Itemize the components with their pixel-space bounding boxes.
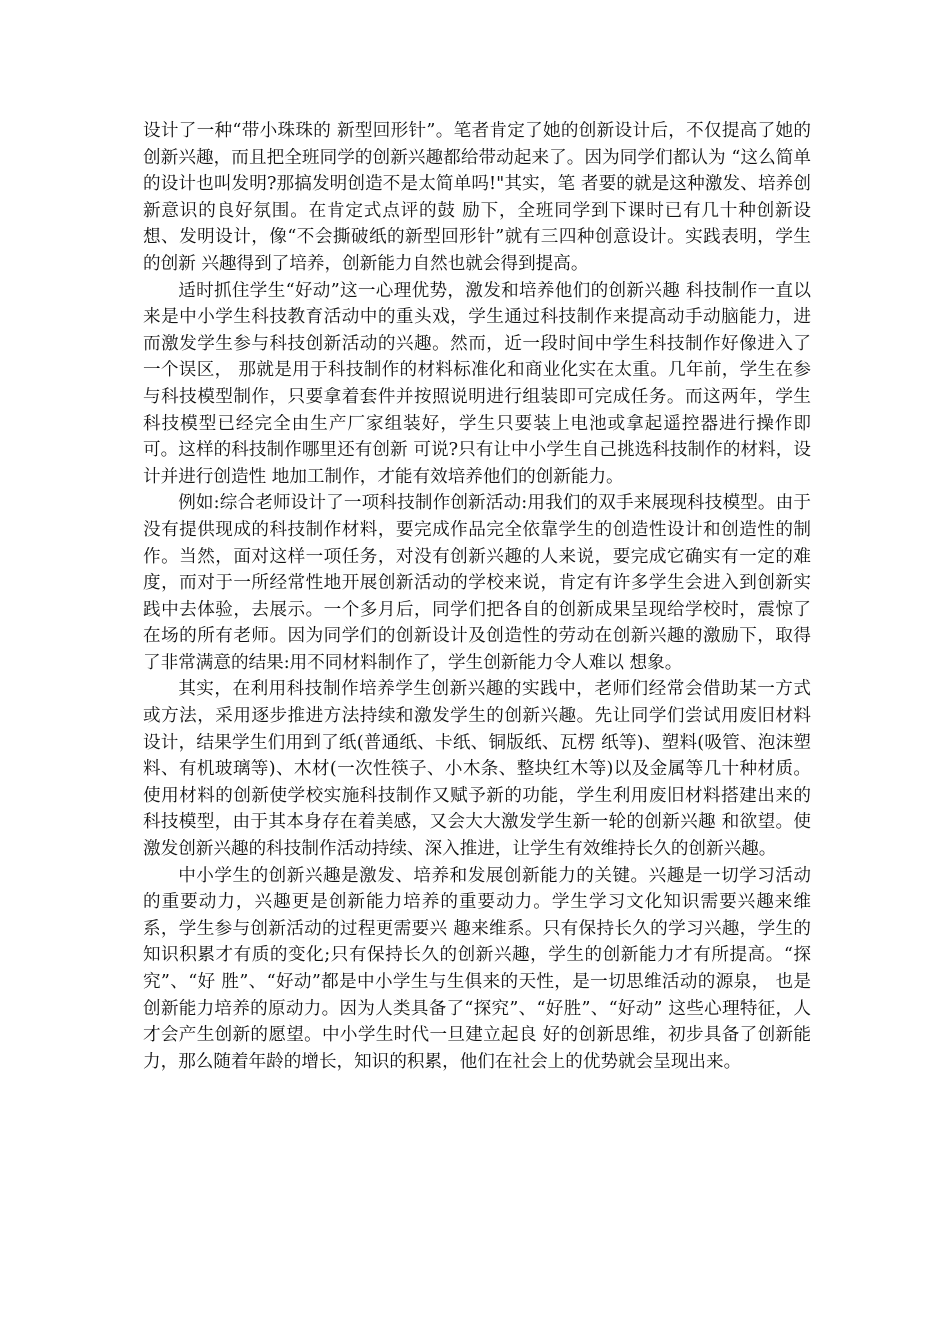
paragraph-haodong: 适时抓住学生“好动”这一心理优势，激发和培养他们的创新兴趣 科技制作一直以来是中小学生科技教育活动中的重头戏，学生通过科技制作来提高动手动脑能力，进而激发学生参与科技创新活动的兴趣。然而，近一段时间中学生科技制作好像进入了一个误区， 那就是用于科技制作的材料标准化和商业化实在太重。几年前，学生在参与科技模型制作，只要拿着套件并按照说明进行组装即可完成任务。而这两年，学生科技模型已经完全由生产厂家组装好，学生只要装上电池或拿起遥控器进行操作即可。这样的科技制作哪里还有创新 可说?只有让中小学生自己挑选科技制作的材料，设计并进行创造性 地加工制作，才能有效培养他们的创新能力。 (143, 280, 811, 487)
paragraph-conclusion: 中小学生的创新兴趣是激发、培养和发展创新能力的关键。兴趣是一切学习活动的重要动力，兴趣更是创新能力培养的重要动力。学生学习文化知识需要兴趣来维系，学生参与创新活动的过程更需要兴 趣来维系。只有保持长久的学习兴趣，学生的知识积累才有质的变化;只有保持长久的创新兴趣，学生的创新能力才有所提高。“探究”、“好 胜”、“好动”都是中小学生与生俱来的天性，是一切思维活动的源泉， 也是创新能力培养的原动力。因为人类具备了“探究”、“好胜”、“好动” 这些心理特征，人才会产生创新的愿望。中小学生时代一旦建立起良 好的创新思维，初步具备了创新能力，那么随着年龄的增长，知识的积累，他们在社会上的优势就会呈现出来。 (143, 865, 811, 1072)
paragraph-example: 例如:综合老师设计了一项科技制作创新活动:用我们的双手来展现科技模型。由于没有提供现成的科技制作材料，要完成作品完全依靠学生的创造性设计和创造性的制作。当然，面对这样一项任务，对没有创新兴趣的人来说，要完成它确实有一定的难度，而对于一所经常性地开展创新活动的学校来说，肯定有许多学生会进入到创新实践中去体验，去展示。一个多月后，同学们把各自的创新成果呈现给学校时，震惊了在场的所有老师。因为同学们的创新设计及创造性的劳动在创新兴趣的激励下，取得了非常满意的结果:用不同材料制作了，学生创新能力令人难以 想象。 (143, 493, 811, 673)
paragraph-continuation: 设计了一种“带小珠珠的 新型回形针”。笔者肯定了她的创新设计后，不仅提高了她的创新兴趣，而且把全班同学的创新兴趣都给带动起来了。因为同学们都认为 “这么简单的设计也叫发明?那搞发明创造不是太简单吗!"其实，笔 者要的就是这种激发、培养创新意识的良好氛围。在肯定式点评的鼓 励下，全班同学到下课时已有几十种创新设想、发明设计，像“不会撕破纸的新型回形针”就有三四种创意设计。实践表明，学生的创新 兴趣得到了培养，创新能力自然也就会得到提高。 (143, 121, 811, 274)
paragraph-practice: 其实，在利用科技制作培养学生创新兴趣的实践中，老师们经常会借助某一方式或方法，采用逐步推进方法持续和激发学生的创新兴趣。先让同学们尝试用废旧材料设计，结果学生们用到了纸(普通纸、卡纸、铜版纸、瓦楞 纸等)、塑料(吸管、泡沫塑料、有机玻璃等)、木材(一次性筷子、小木条、整块红木等)以及金属等几十种材质。使用材料的创新使学校实施科技制作又赋予新的功能，学生利用废旧材料搭建出来的科技模型，由于其本身存在着美感，又会大大激发学生新一轮的创新兴趣 和欲望。使激发创新兴趣的科技制作活动持续、深入推进，让学生有效维持长久的创新兴趣。 (143, 679, 811, 860)
document-page (143, 118, 811, 1075)
